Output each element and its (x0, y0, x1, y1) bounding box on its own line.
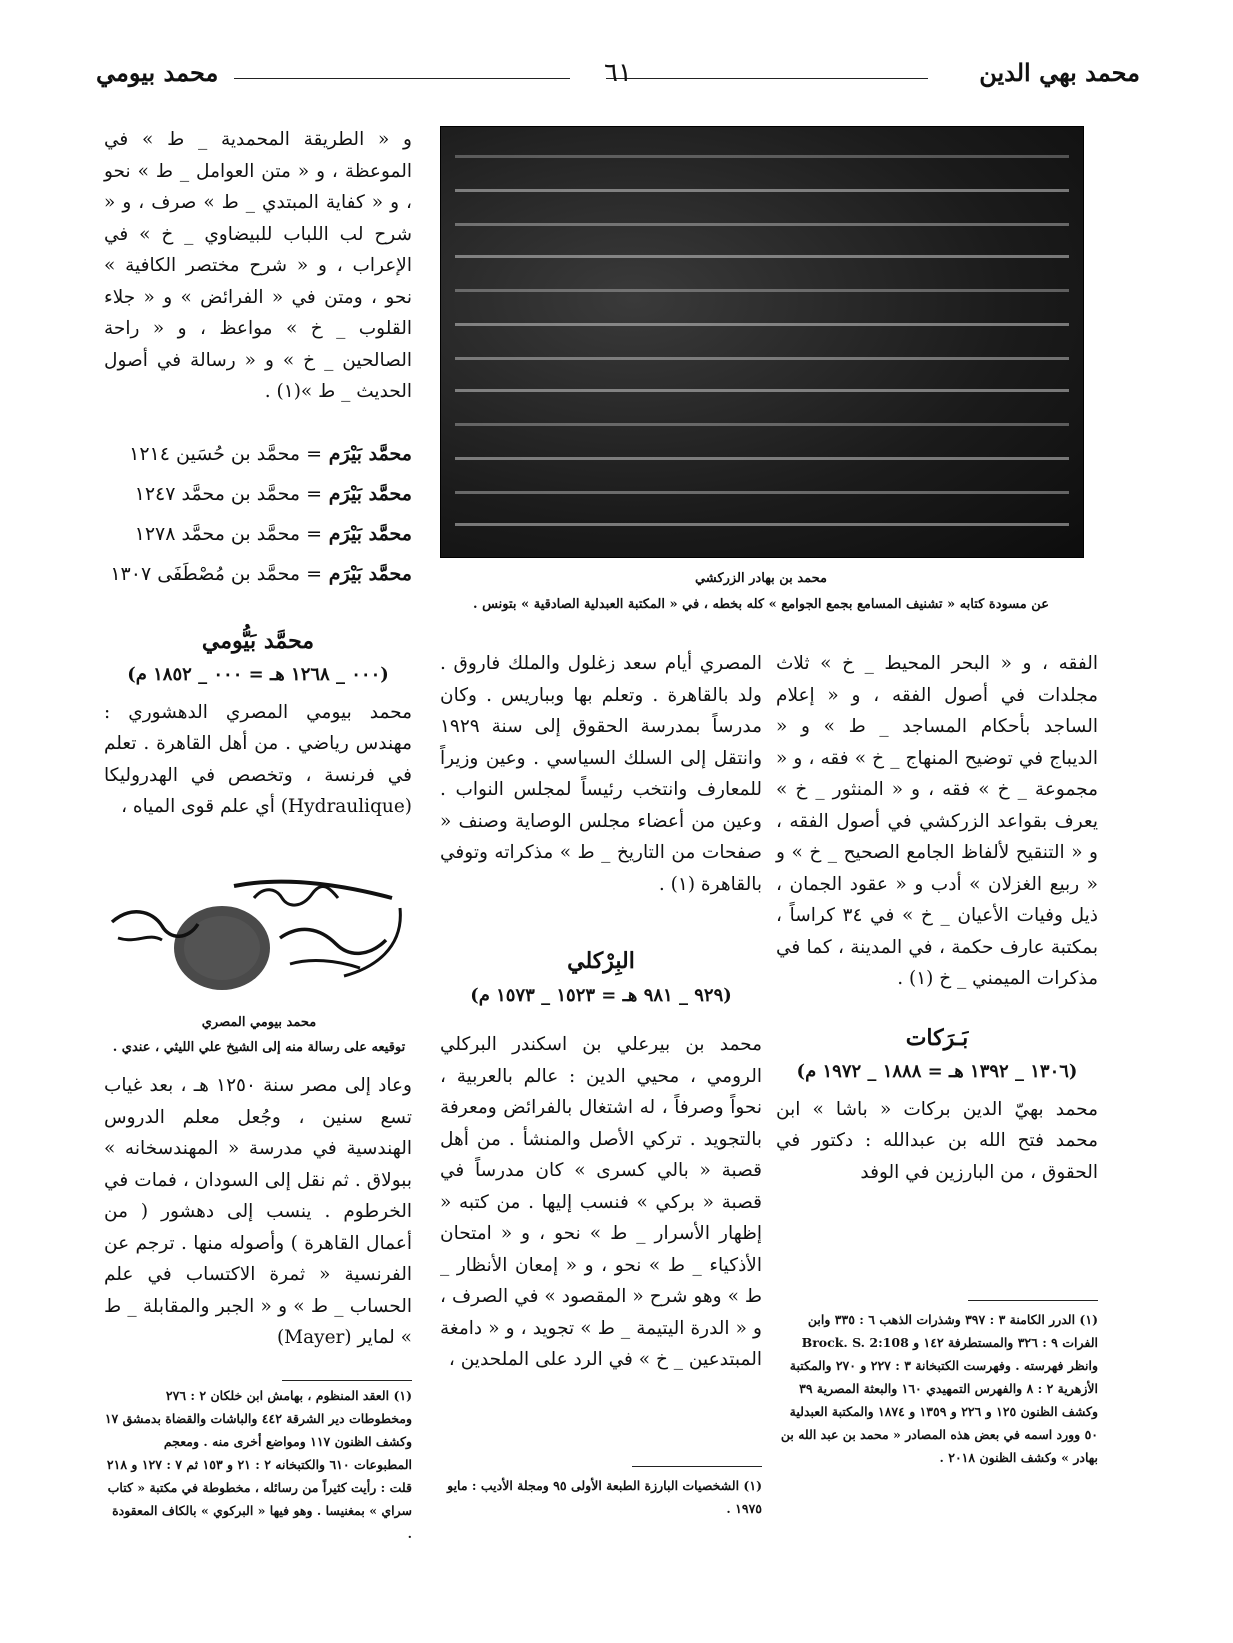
xref-item: محمَّد بَيْرَم = محمَّد بن حُسَين ١٢١٤ (129, 442, 412, 465)
manuscript-image (440, 126, 1084, 558)
entry-text-barakat: محمد بهيّ الدين بركات « باشا » ابن محمد فتح الله بن عبدالله : دكتور في الحقوق ، من البارزين في الوفد (776, 1098, 1098, 1183)
footnote-right: (١) الدرر الكامنة ٣ : ٣٩٧ وشذرات الذهب ٦ : ٣٣٥ وابن الفرات ٩ : ٣٢٦ والمستطرفة ١٤٢ و Brock. S. 2:108 وانظر فهرسته . وفهرست الكتبخانة ٣ : ٢٢٧ و ٢٧٠ والمكتبة الأزهرية ٢ : ٨ والفهرس التمهيدي ١٦٠ والبعثة المصرية ٣٩ وكشف الظنون ١٢٥ و ٢٢٦ و ١٣٥٩ و ١٨٧٤ والمكتبة العبدلية ٥٠ وورد اسمه في بعض هذه المصادر « محمد بن عبد الله بن بهادر » وكشف الظنون ٢٠١٨ . (780, 1312, 1098, 1465)
header-left-title: محمد بيومي (96, 58, 219, 87)
header-rule-right (606, 78, 928, 79)
manuscript-caption-source: عن مسودة كتابه « تشنيف المسامع بجمع الجوامع » كله بخطه ، في « المكتبة العبدلية الصادقية » بتونس . (473, 597, 1049, 612)
zarkashi-continued: الفقه ، و « البحر المحيط _ خ » ثلاث مجلدات في أصول الفقه ، و « إعلام الساجد بأحكام المساجد _ ط » و « الديباج في توضيح المنهاج _ خ » فقه ، و « مجموعة _ خ » فقه ، و « المنثور _ خ » يعرف بقواعد الزركشي في أصول الفقه ، و « التنقيح لألفاظ الجامع الصحيح _ خ » و « ربيع الغزلان » أدب و « عقود الجمان ، ذيل وفيات الأعيان _ خ » في ٣٤ كراساً ، بمكتبة عارف حكمة ، في المدينة ، كما في مذكرات الميمني _ خ (١) . (776, 653, 1098, 989)
xref-list (104, 434, 412, 594)
footnote-rule-right (968, 1300, 1098, 1301)
signature-caption-name: محمد بيومي المصري (201, 1015, 317, 1030)
entry-text-birkili: محمد بن بيرعلي بن اسكندر البركلي الرومي ، محيي الدين : عالم بالعربية ، نحواً وصرفاً ، له اشتغال بالفرائض ومعرفة بالتجويد . تركي الأصل والمنشأ . من أهل قصبة « بالي كسرى » كان مدرساً في قصبة « بركي » فنسب إليها . من كتبه « إظهار الأسرار _ ط » نحو ، و « امتحان الأذكياء _ ط » نحو ، و « إمعان الأنظار _ ط » وهو شرح « المقصود » في الصرف ، و « الدرة اليتيمة _ ط » تجويد ، و « دامغة المبتدعين _ خ » في الرد على الملحدين ، (440, 1034, 762, 1370)
left-column-continued (104, 1070, 412, 1354)
barakat-continued: المصري أيام سعد زغلول والملك فاروق . ولد بالقاهرة . وتعلم بها وبباريس . وكان مدرساً بمدرسة الحقوق إلى سنة ١٩٢٩ وانتقل إلى السلك السياسي . وعين وزيراً للمعارف وانتخب رئيساً لمجلس النواب . وعين من أعضاء مجلس الوصاية وصنف « صفحات من التاريخ _ ط » مذكراته وتوفي بالقاهرة (١) . (440, 653, 762, 895)
right-column (776, 648, 1098, 1188)
entry-text-bayoumi-continued: وعاد إلى مصر سنة ١٢٥٠ هـ ، بعد غياب تسع سنين ، وجُعل معلم الدروس الهندسية في مدرسة « المهندسخانه » ببولاق . ثم نقل إلى السودان ، فمات في الخرطوم . ينسب إلى دهشور ( من أعمال القاهرة ) وأصوله منها . ترجم عن الفرنسية « ثمرة الاكتساب في علم الحساب _ ط » و « الجبر والمقابلة _ ط » لماير (Mayer) (104, 1075, 412, 1348)
signature-image (104, 868, 412, 1012)
entry-title-barakat: بَـرَكات (905, 1024, 969, 1051)
entry-title-birkili: البِرْكلي (567, 948, 635, 974)
left-column (104, 124, 412, 823)
header-rule-left (234, 78, 570, 79)
xref-item: محمَّد بَيْرَم = محمَّد بن محمَّد ١٢٤٧ (134, 482, 412, 505)
entry-dates-bayoumi: (٠٠٠ _ ١٢٦٨ هـ = ٠٠٠ _ ١٨٥٢ م) (127, 664, 389, 685)
xref-item: محمَّد بَيْرَم = محمَّد بن مُصْطَفَى ١٣٠٧ (110, 562, 412, 585)
entry-dates-barakat: (١٣٠٦ _ ١٣٩٢ هـ = ١٨٨٨ _ ١٩٧٢ م) (796, 1061, 1078, 1082)
xref-item: محمَّد بَيْرَم = محمَّد بن محمَّد ١٢٧٨ (134, 522, 412, 545)
manuscript-caption-name: محمد بن بهادر الزركشي (694, 571, 828, 586)
footnote-rule-middle (632, 1466, 762, 1467)
page-number: ٦١ (604, 58, 632, 88)
entry-title-bayoumi: محمَّد بَيُّومي (201, 627, 315, 654)
header-right-title: محمد بهي الدين (979, 58, 1140, 87)
running-header (96, 58, 1140, 98)
footnote-rule-left (282, 1380, 412, 1381)
entry-dates-birkili: (٩٢٩ _ ٩٨١ هـ = ١٥٢٣ _ ١٥٧٣ م) (470, 984, 732, 1006)
signature-drawing (104, 868, 412, 1012)
footnote-left: (١) العقد المنظوم ، بهامش ابن خلكان ٢ : ٢٧٦ ومخطوطات دير الشرقة ٤٤٢ والباشات والقضاة بدمشق ١٧ وكشف الظنون ١١٧ ومواضع أخرى منه . ومعجم المطبوعات ٦١٠ والكتبخانه ٢ : ٢١ و ١٥٣ ثم ٧ : ١٢٧ و ٢١٨ قلت : رأيت كثيراً من رسائله ، مخطوطة في مكتبة « كتاب سراي » بمغنيسا . وهو فيها « البركوي » بالكاف المعقودة . (104, 1388, 412, 1541)
entry-text-bayoumi: محمد بيومي المصري الدهشوري : مهندس رياضي . من أهل القاهرة . تعلم في فرنسة ، وتخصص في الهدروليكا (Hydraulique) أي علم قوى المياه ، (104, 701, 412, 817)
footnote-middle: (١) الشخصيات البارزة الطبعة الأولى ٩٥ ومجلة الأديب : مايو ١٩٧٥ . (447, 1478, 762, 1516)
middle-column (440, 648, 762, 1376)
birkili-continued: و « الطريقة المحمدية _ ط » في الموعظة ، و « متن العوامل _ ط » نحو ، و « كفاية المبتدي _ ط » صرف ، و « شرح لب اللباب للبيضاوي _ خ » في الإعراب ، و « شرح مختصر الكافية » نحو ، ومتن في « الفرائض » و « جلاء القلوب _ خ » مواعظ ، و « راحة الصالحين _ خ » و « رسالة في أصول الحديث _ ط »(١) . (104, 129, 412, 402)
signature-caption-source: توقيعه على رسالة منه إلى الشيخ علي الليثي ، عندي . (112, 1040, 406, 1055)
